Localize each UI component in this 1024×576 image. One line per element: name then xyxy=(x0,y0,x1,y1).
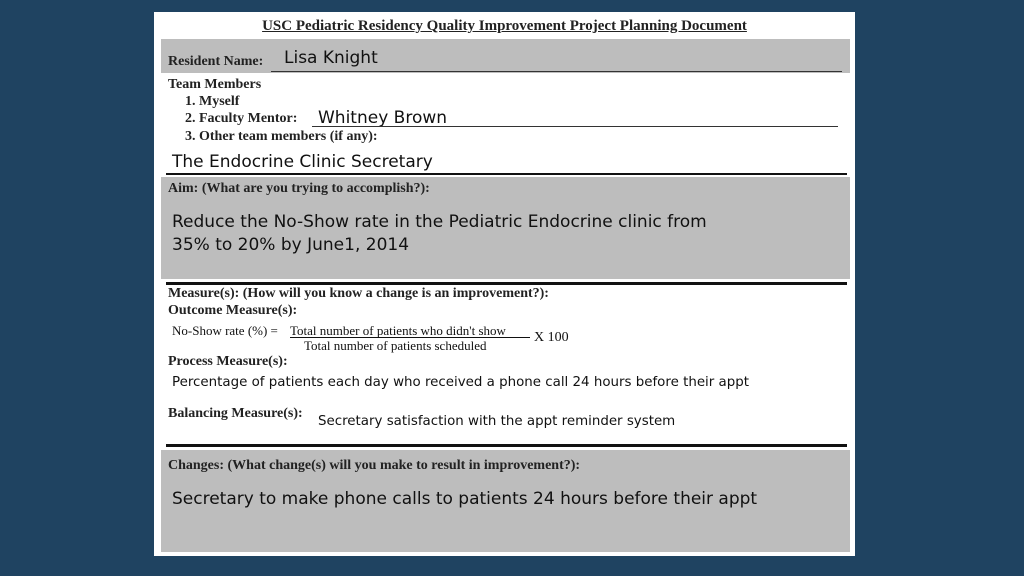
aim-line-1: Reduce the No-Show rate in the Pediatric Endocrine clinic from xyxy=(172,212,707,232)
resident-label: Resident Name: xyxy=(168,54,264,69)
aim-line-2: 35% to 20% by June1, 2014 xyxy=(172,235,410,255)
team-item-myself: 1. Myself xyxy=(185,94,240,109)
document-title: USC Pediatric Residency Quality Improvement Project Planning Document xyxy=(262,18,747,34)
other-members-value: The Endocrine Clinic Secretary xyxy=(172,152,433,172)
divider-1 xyxy=(166,173,847,175)
balancing-measure-value: Secretary satisfaction with the appt reminder system xyxy=(318,414,676,429)
resident-band xyxy=(161,39,850,73)
aim-label: Aim: (What are you trying to accomplish?): xyxy=(168,181,430,196)
resident-underline xyxy=(271,71,842,72)
balancing-measures-label: Balancing Measure(s): xyxy=(168,406,303,421)
process-measure-value: Percentage of patients each day who received a phone call 24 hours before their appt xyxy=(172,375,749,390)
formula-denominator: Total number of patients scheduled xyxy=(304,338,487,353)
changes-value: Secretary to make phone calls to patients 24 hours before their appt xyxy=(172,489,758,509)
faculty-mentor-label: 2. Faculty Mentor: xyxy=(185,111,298,126)
process-measures-label: Process Measure(s): xyxy=(168,354,288,369)
formula-prefix: No-Show rate (%) = xyxy=(172,323,278,338)
divider-3 xyxy=(166,444,847,447)
formula-multiplier: X 100 xyxy=(534,330,569,345)
faculty-mentor-underline xyxy=(312,126,838,127)
divider-2 xyxy=(166,282,847,285)
changes-label: Changes: (What change(s) will you make to result in improvement?): xyxy=(168,458,581,473)
formula-numerator: Total number of patients who didn't show xyxy=(290,323,506,338)
resident-name-value: Lisa Knight xyxy=(284,48,378,68)
outcome-measures-label: Outcome Measure(s): xyxy=(168,303,298,318)
planning-document xyxy=(154,12,855,556)
other-members-label: 3. Other team members (if any): xyxy=(185,129,378,144)
team-heading: Team Members xyxy=(168,77,262,92)
measures-label: Measure(s): (How will you know a change is an improvement?): xyxy=(168,286,549,301)
faculty-mentor-value: Whitney Brown xyxy=(318,108,448,128)
